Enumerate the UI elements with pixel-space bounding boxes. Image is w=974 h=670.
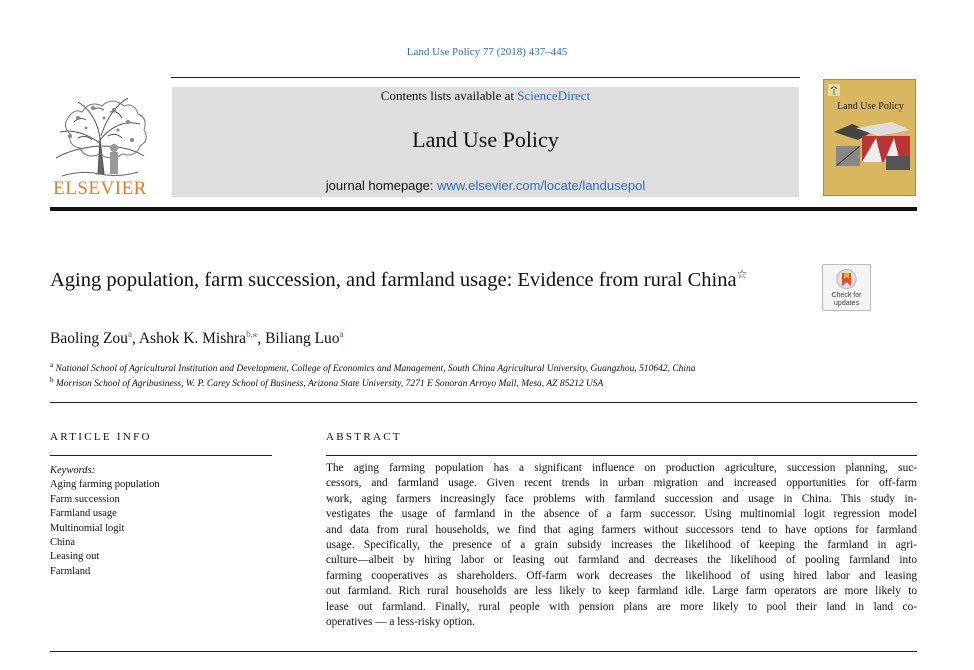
abstract-line: cessors, and farmland usage. Given recent trends in urban migration and increased opportunities for off-farm: [326, 477, 917, 490]
cover-title: Land Use Policy: [837, 101, 904, 112]
badge-text-2: updates: [834, 300, 859, 307]
author-separator: ,: [131, 330, 139, 348]
abstract-line: vestigates the usage of farmland in the absence of a farm successor. Using multinomial logit regression model: [326, 508, 917, 521]
author-separator: ,: [257, 330, 266, 348]
abstract-line: out farmland. Rich rural households are less likely to keep farmland idle. Large farm operators are more likely to: [326, 585, 917, 598]
keyword-item: Farm succession: [50, 493, 120, 505]
abstract-rule: [326, 455, 917, 456]
contents-prefix: Contents lists available at: [380, 88, 518, 103]
affiliation-mark: a: [50, 361, 54, 369]
keyword-item: Multinomial logit: [50, 522, 125, 534]
keyword-item: Leasing out: [50, 551, 100, 563]
article-title: [50, 260, 810, 294]
section-rule: [50, 402, 917, 403]
title-footnote-mark[interactable]: ☆: [736, 267, 748, 281]
abstract-line: The aging farming population has a significant influence on production agriculture, succession planning, suc-: [326, 462, 917, 474]
author-name[interactable]: Biliang Luo: [265, 330, 340, 348]
check-for-updates-badge[interactable]: [822, 264, 871, 311]
abstract-line: lease out farmland. Finally, rural people with pension plans are more likely to pool their land in land co-: [326, 600, 917, 613]
keyword-item: Farmland usage: [50, 508, 117, 520]
affiliation-text: National School of Agricultural Institution and Development, College of Economics and Management, South China Agricultural University, Guangzhou, 510642, China: [55, 364, 696, 375]
homepage-prefix: journal homepage:: [325, 178, 438, 193]
author-list: [50, 329, 344, 348]
article-info-heading: ARTICLE INFO: [50, 431, 152, 443]
cover-image: [832, 120, 912, 172]
article-title-text: Aging population, farm succession, and farmland usage: Evidence from rural China: [50, 268, 737, 291]
publisher-name[interactable]: ELSEVIER: [53, 178, 147, 199]
cover-elsevier-icon: [828, 84, 840, 96]
keywords-label: Keywords:: [50, 465, 96, 476]
abstract-line: operatives — a less-risky option.: [326, 616, 476, 629]
article-info-rule: [50, 455, 272, 456]
badge-text-1: Check for: [831, 292, 862, 299]
abstract-heading: ABSTRACT: [326, 431, 402, 443]
journal-title[interactable]: Land Use Policy: [412, 127, 559, 152]
sciencedirect-link[interactable]: ScienceDirect: [517, 88, 591, 103]
header-thick-rule: [50, 207, 917, 211]
journal-cover-thumbnail[interactable]: [823, 79, 916, 196]
keyword-item: Farmland: [50, 565, 91, 577]
badge-label: [823, 292, 870, 308]
author-name[interactable]: Baoling Zou: [50, 330, 128, 348]
abstract-line: usage. Specifically, the presence of a grain subsidy increases the likelihood of keeping the farmland in agri-: [326, 539, 917, 552]
header-rule: [171, 77, 800, 78]
homepage-link[interactable]: www.elsevier.com/locate/landusepol: [437, 178, 646, 193]
abstract-line: farming cooperatives as shareholders. Off-farm work decreases the likelihood of using hired labor and leasing: [326, 569, 917, 582]
author-name[interactable]: Ashok K. Mishra: [138, 330, 247, 348]
affiliation-text: Morrison School of Agribusiness, W. P. Carey School of Business, Arizona State University, 7271 E Sonoran Arroyo Mall, Mesa, AZ 85212 USA: [55, 379, 604, 390]
contents-line: [172, 88, 799, 104]
homepage-line: [172, 178, 799, 193]
keyword-item: Aging farming population: [50, 479, 160, 491]
abstract-line: work, aging farmers increasingly face problems with farmland succession and usage in China. This study in-: [326, 492, 917, 505]
abstract-body: [326, 461, 917, 630]
abstract-line: and data from rural households, we find that aging farmers without successors tend to have options for farmland: [326, 523, 917, 536]
keyword-item: China: [50, 537, 76, 549]
keywords-block: [50, 464, 160, 579]
bookmark-icon: [836, 269, 857, 291]
author-affiliation-mark[interactable]: a: [339, 329, 344, 339]
affiliation-a: [50, 361, 696, 374]
journal-citation[interactable]: Land Use Policy 77 (2018) 437–445: [406, 46, 568, 58]
author-affiliation-mark[interactable]: a: [127, 329, 132, 339]
affiliation-mark: b: [50, 376, 54, 384]
affiliation-b: [50, 376, 603, 389]
journal-header-banner: [172, 87, 799, 197]
bottom-rule: [50, 651, 917, 652]
author-affiliation-mark[interactable]: b,⁎: [246, 329, 258, 339]
abstract-line: culture—albeit by hiring labor or leasing out farmland and decreases the likelihood of pooling farmland into: [326, 554, 917, 567]
